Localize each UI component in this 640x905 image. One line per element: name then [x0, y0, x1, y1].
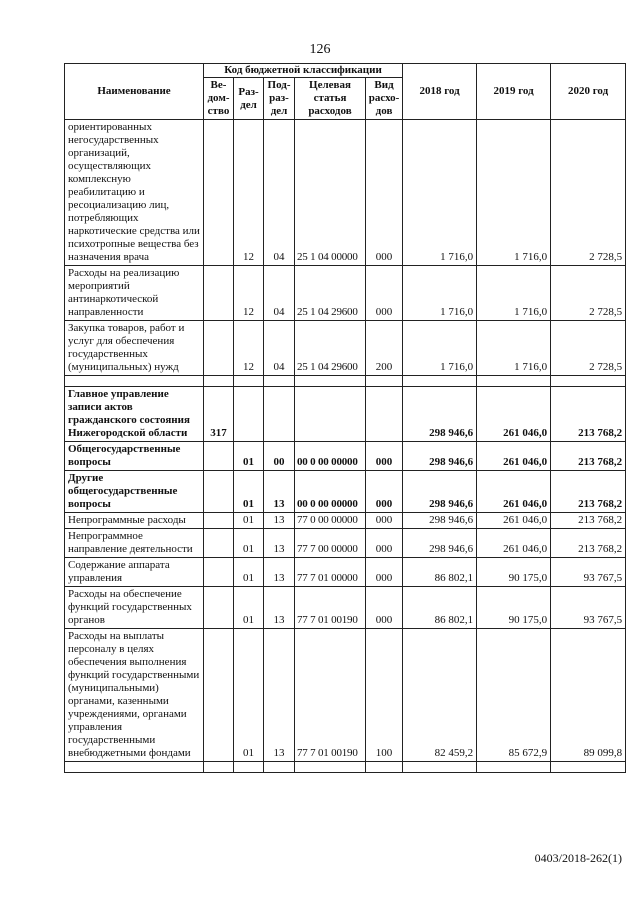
- header-podrazdel: Под-раз-дел: [264, 78, 295, 120]
- value-2020-cell: 89 099,8: [551, 629, 626, 762]
- razdel-cell: 01: [234, 471, 264, 513]
- empty-cell: [366, 376, 403, 387]
- value-2019-cell: 261 046,0: [477, 442, 551, 471]
- empty-cell: [264, 376, 295, 387]
- table-row: [65, 471, 626, 513]
- empty-cell: [234, 376, 264, 387]
- podrazdel-cell: 04: [264, 321, 295, 376]
- name-cell: Содержание аппарата управления: [65, 558, 204, 587]
- value-2019-cell: 1 716,0: [477, 321, 551, 376]
- csr-cell: [295, 387, 366, 442]
- vedomstvo-cell: 317: [204, 387, 234, 442]
- empty-cell: [295, 376, 366, 387]
- value-2020-cell: 213 768,2: [551, 529, 626, 558]
- vid-cell: 000: [366, 266, 403, 321]
- name-cell: Расходы на реализацию мероприятий антинаркотической направленности: [65, 266, 204, 321]
- vid-cell: 000: [366, 120, 403, 266]
- vid-cell: [366, 387, 403, 442]
- name-cell: Главное управление записи актов гражданского состояния Нижегородской области: [65, 387, 204, 442]
- csr-cell: 00 0 00 00000: [295, 471, 366, 513]
- value-2018-cell: 298 946,6: [403, 387, 477, 442]
- value-2018-cell: 298 946,6: [403, 442, 477, 471]
- value-2019-cell: 90 175,0: [477, 587, 551, 629]
- value-2018-cell: 1 716,0: [403, 266, 477, 321]
- header-2019: 2019 год: [477, 64, 551, 120]
- vedomstvo-cell: [204, 442, 234, 471]
- empty-cell: [264, 762, 295, 773]
- page-number: 126: [309, 42, 331, 57]
- table-row: [65, 629, 626, 762]
- value-2018-cell: 1 716,0: [403, 120, 477, 266]
- vid-cell: 100: [366, 629, 403, 762]
- name-cell: Непрограммные расходы: [65, 513, 204, 529]
- csr-cell: 77 7 01 00190: [295, 587, 366, 629]
- empty-cell: [366, 762, 403, 773]
- budget-table: [64, 63, 626, 773]
- vedomstvo-cell: [204, 471, 234, 513]
- value-2018-cell: 298 946,6: [403, 471, 477, 513]
- csr-cell: 25 1 04 00000: [295, 120, 366, 266]
- vid-cell: 000: [366, 558, 403, 587]
- vedomstvo-cell: [204, 629, 234, 762]
- razdel-cell: 12: [234, 120, 264, 266]
- podrazdel-cell: 13: [264, 529, 295, 558]
- csr-cell: 77 7 01 00190: [295, 629, 366, 762]
- csr-cell: 77 0 00 00000: [295, 513, 366, 529]
- value-2020-cell: 93 767,5: [551, 558, 626, 587]
- vedomstvo-cell: [204, 587, 234, 629]
- razdel-cell: 01: [234, 558, 264, 587]
- header-vedomstvo: Ве-дом-ство: [204, 78, 234, 120]
- vid-cell: 200: [366, 321, 403, 376]
- name-cell: Общегосударственные вопросы: [65, 442, 204, 471]
- csr-cell: 77 7 01 00000: [295, 558, 366, 587]
- razdel-cell: 01: [234, 629, 264, 762]
- razdel-cell: 01: [234, 587, 264, 629]
- value-2019-cell: 261 046,0: [477, 471, 551, 513]
- podrazdel-cell: 04: [264, 266, 295, 321]
- podrazdel-cell: 13: [264, 471, 295, 513]
- spacer-row: [65, 762, 626, 773]
- empty-cell: [204, 376, 234, 387]
- header-vid: Вид расхо-дов: [366, 78, 403, 120]
- name-cell: Непрограммное направление деятельности: [65, 529, 204, 558]
- header-2020: 2020 год: [551, 64, 626, 120]
- header-2018: 2018 год: [403, 64, 477, 120]
- header-name: Наименование: [65, 64, 204, 120]
- vid-cell: 000: [366, 471, 403, 513]
- value-2018-cell: 86 802,1: [403, 558, 477, 587]
- document-code: 0403/2018-262(1): [534, 851, 622, 865]
- table-row: [65, 513, 626, 529]
- empty-cell: [295, 762, 366, 773]
- header-razdel: Раз-дел: [234, 78, 264, 120]
- value-2020-cell: 213 768,2: [551, 513, 626, 529]
- podrazdel-cell: [264, 387, 295, 442]
- name-cell: Расходы на обеспечение функций государственных органов: [65, 587, 204, 629]
- value-2018-cell: 82 459,2: [403, 629, 477, 762]
- name-cell: ориентированных негосударственных организаций, осуществляющих комплексную реабилитацию и ресоциализацию лиц, потребляющих наркотические средства или психотропные вещества без назначения врача: [65, 120, 204, 266]
- table-row: [65, 120, 626, 266]
- vedomstvo-cell: [204, 513, 234, 529]
- table-row: [65, 321, 626, 376]
- vid-cell: 000: [366, 529, 403, 558]
- empty-cell: [477, 762, 551, 773]
- name-cell: Расходы на выплаты персоналу в целях обеспечения выполнения функций государственными (муниципальными) органами, казенными учреждениями, органами управления государственными внебюджетными фондами: [65, 629, 204, 762]
- table-row: [65, 387, 626, 442]
- table-header: [65, 64, 626, 120]
- value-2019-cell: 261 046,0: [477, 513, 551, 529]
- value-2018-cell: 1 716,0: [403, 321, 477, 376]
- vedomstvo-cell: [204, 266, 234, 321]
- podrazdel-cell: 13: [264, 587, 295, 629]
- razdel-cell: 01: [234, 513, 264, 529]
- value-2019-cell: 85 672,9: [477, 629, 551, 762]
- header-code-group: Код бюджетной классификации: [204, 64, 403, 78]
- name-cell: Другие общегосударственные вопросы: [65, 471, 204, 513]
- table-row: [65, 266, 626, 321]
- razdel-cell: 12: [234, 321, 264, 376]
- empty-cell: [65, 376, 204, 387]
- vid-cell: 000: [366, 587, 403, 629]
- vid-cell: 000: [366, 513, 403, 529]
- vedomstvo-cell: [204, 120, 234, 266]
- empty-cell: [551, 762, 626, 773]
- empty-cell: [234, 762, 264, 773]
- header-csr: Целевая статья расходов: [295, 78, 366, 120]
- value-2018-cell: 86 802,1: [403, 587, 477, 629]
- csr-cell: 77 7 00 00000: [295, 529, 366, 558]
- value-2020-cell: 213 768,2: [551, 387, 626, 442]
- empty-cell: [477, 376, 551, 387]
- value-2019-cell: 90 175,0: [477, 558, 551, 587]
- table-row: [65, 529, 626, 558]
- table-row: [65, 558, 626, 587]
- podrazdel-cell: 00: [264, 442, 295, 471]
- value-2020-cell: 2 728,5: [551, 120, 626, 266]
- podrazdel-cell: 04: [264, 120, 295, 266]
- name-cell: Закупка товаров, работ и услуг для обеспечения государственных (муниципальных) нужд: [65, 321, 204, 376]
- razdel-cell: 01: [234, 442, 264, 471]
- empty-cell: [403, 762, 477, 773]
- podrazdel-cell: 13: [264, 558, 295, 587]
- vedomstvo-cell: [204, 558, 234, 587]
- csr-cell: 25 1 04 29600: [295, 266, 366, 321]
- value-2018-cell: 298 946,6: [403, 529, 477, 558]
- table-row: [65, 587, 626, 629]
- table-row: [65, 442, 626, 471]
- vedomstvo-cell: [204, 321, 234, 376]
- spacer-row: [65, 376, 626, 387]
- vid-cell: 000: [366, 442, 403, 471]
- value-2020-cell: 213 768,2: [551, 471, 626, 513]
- empty-cell: [403, 376, 477, 387]
- csr-cell: 25 1 04 29600: [295, 321, 366, 376]
- value-2020-cell: 2 728,5: [551, 321, 626, 376]
- value-2020-cell: 2 728,5: [551, 266, 626, 321]
- value-2019-cell: 261 046,0: [477, 529, 551, 558]
- empty-cell: [204, 762, 234, 773]
- csr-cell: 00 0 00 00000: [295, 442, 366, 471]
- value-2018-cell: 298 946,6: [403, 513, 477, 529]
- value-2019-cell: 1 716,0: [477, 266, 551, 321]
- empty-cell: [65, 762, 204, 773]
- razdel-cell: 12: [234, 266, 264, 321]
- podrazdel-cell: 13: [264, 629, 295, 762]
- value-2020-cell: 213 768,2: [551, 442, 626, 471]
- vedomstvo-cell: [204, 529, 234, 558]
- value-2020-cell: 93 767,5: [551, 587, 626, 629]
- razdel-cell: [234, 387, 264, 442]
- empty-cell: [551, 376, 626, 387]
- value-2019-cell: 261 046,0: [477, 387, 551, 442]
- podrazdel-cell: 13: [264, 513, 295, 529]
- razdel-cell: 01: [234, 529, 264, 558]
- value-2019-cell: 1 716,0: [477, 120, 551, 266]
- table-body: [65, 120, 626, 773]
